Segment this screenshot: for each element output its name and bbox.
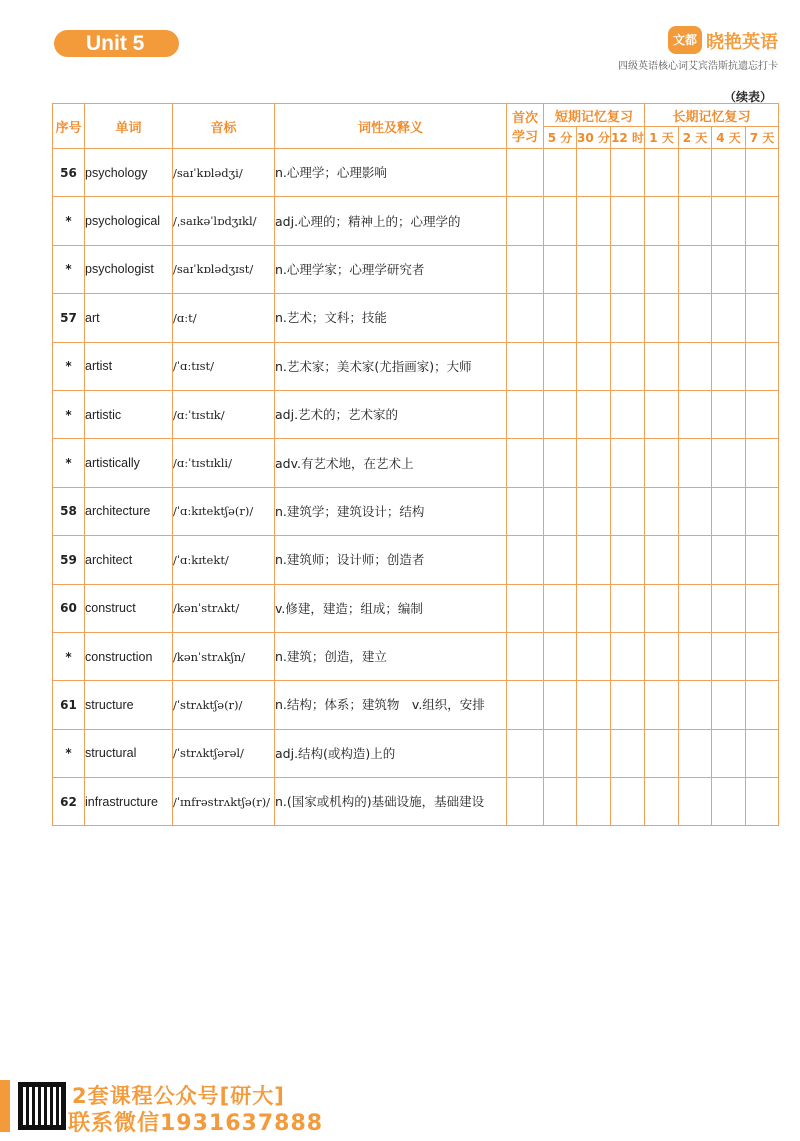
header-30min: 30 分 bbox=[577, 127, 611, 149]
checkbox-cell[interactable] bbox=[746, 149, 779, 197]
header-index: 序号 bbox=[53, 104, 85, 149]
checkbox-cell[interactable] bbox=[577, 729, 611, 777]
checkbox-cell[interactable] bbox=[712, 197, 746, 245]
checkbox-cell[interactable] bbox=[679, 342, 712, 390]
checkbox-cell[interactable] bbox=[645, 294, 679, 342]
row-definition: n.建筑师；设计师；创造者 bbox=[275, 536, 507, 584]
row-word: construct bbox=[85, 584, 173, 632]
checkbox-cell[interactable] bbox=[544, 294, 577, 342]
checkbox-cell[interactable] bbox=[577, 342, 611, 390]
table-row bbox=[53, 197, 779, 245]
checkbox-cell[interactable] bbox=[645, 439, 679, 487]
header-5min: 5 分 bbox=[544, 127, 577, 149]
checkbox-cell[interactable] bbox=[645, 342, 679, 390]
row-phonetic: /ˈstrʌktʃə(r)/ bbox=[173, 681, 275, 729]
checkbox-cell[interactable] bbox=[611, 681, 645, 729]
checkbox-cell[interactable] bbox=[645, 245, 679, 293]
checkbox-cell[interactable] bbox=[679, 487, 712, 535]
checkbox-cell[interactable] bbox=[679, 681, 712, 729]
row-definition: adj.心理的；精神上的；心理学的 bbox=[275, 197, 507, 245]
checkbox-cell[interactable] bbox=[645, 390, 679, 438]
checkbox-cell[interactable] bbox=[746, 632, 779, 680]
row-definition: n.心理学；心理影响 bbox=[275, 149, 507, 197]
row-definition: n.(国家或机构的)基础设施，基础建设 bbox=[275, 778, 507, 826]
checkbox-cell[interactable] bbox=[679, 536, 712, 584]
checkbox-cell[interactable] bbox=[712, 729, 746, 777]
checkbox-cell[interactable] bbox=[712, 149, 746, 197]
row-index: * bbox=[53, 729, 85, 777]
row-phonetic: /ɑːˈtɪstɪk/ bbox=[173, 390, 275, 438]
row-index: 61 bbox=[53, 681, 85, 729]
checkbox-cell[interactable] bbox=[746, 681, 779, 729]
checkbox-cell[interactable] bbox=[577, 439, 611, 487]
header-1day: 1 天 bbox=[645, 127, 679, 149]
row-definition: n.心理学家；心理学研究者 bbox=[275, 245, 507, 293]
checkbox-cell[interactable] bbox=[712, 390, 746, 438]
checkbox-cell[interactable] bbox=[507, 294, 544, 342]
checkbox-cell[interactable] bbox=[577, 681, 611, 729]
checkbox-cell[interactable] bbox=[679, 390, 712, 438]
header-12h: 12 时 bbox=[611, 127, 645, 149]
checkbox-cell[interactable] bbox=[544, 632, 577, 680]
checkbox-cell[interactable] bbox=[679, 584, 712, 632]
checkbox-cell[interactable] bbox=[746, 342, 779, 390]
checkbox-cell[interactable] bbox=[611, 390, 645, 438]
header-7day: 7 天 bbox=[746, 127, 779, 149]
checkbox-cell[interactable] bbox=[577, 487, 611, 535]
checkbox-cell[interactable] bbox=[577, 536, 611, 584]
checkbox-cell[interactable] bbox=[645, 149, 679, 197]
row-phonetic: /saɪˈkɒlədʒɪst/ bbox=[173, 245, 275, 293]
checkbox-cell[interactable] bbox=[746, 390, 779, 438]
checkbox-cell[interactable] bbox=[712, 681, 746, 729]
checkbox-cell[interactable] bbox=[544, 778, 577, 826]
checkbox-cell[interactable] bbox=[645, 729, 679, 777]
checkbox-cell[interactable] bbox=[712, 487, 746, 535]
unit-label: Unit 5 bbox=[54, 30, 179, 57]
checkbox-cell[interactable] bbox=[507, 681, 544, 729]
brand-logo-icon: 文都 bbox=[668, 26, 702, 54]
row-phonetic: /ˈɑːkɪtekt/ bbox=[173, 536, 275, 584]
checkbox-cell[interactable] bbox=[577, 390, 611, 438]
checkbox-cell[interactable] bbox=[544, 245, 577, 293]
checkbox-cell[interactable] bbox=[611, 439, 645, 487]
row-word: psychology bbox=[85, 149, 173, 197]
checkbox-cell[interactable] bbox=[679, 729, 712, 777]
row-index: 58 bbox=[53, 487, 85, 535]
checkbox-cell[interactable] bbox=[507, 632, 544, 680]
checkbox-cell[interactable] bbox=[544, 681, 577, 729]
checkbox-cell[interactable] bbox=[507, 584, 544, 632]
row-index: 56 bbox=[53, 149, 85, 197]
table-row bbox=[53, 342, 779, 390]
row-phonetic: /ˈɑːtɪst/ bbox=[173, 342, 275, 390]
table-row bbox=[53, 390, 779, 438]
checkbox-cell[interactable] bbox=[577, 245, 611, 293]
row-definition: adv.有艺术地，在艺术上 bbox=[275, 439, 507, 487]
checkbox-cell[interactable] bbox=[746, 487, 779, 535]
table-row bbox=[53, 487, 779, 535]
header-2day: 2 天 bbox=[679, 127, 712, 149]
checkbox-cell[interactable] bbox=[679, 245, 712, 293]
header-first-study: 首次学习 bbox=[507, 104, 544, 149]
checkbox-cell[interactable] bbox=[645, 778, 679, 826]
checkbox-cell[interactable] bbox=[611, 294, 645, 342]
checkbox-cell[interactable] bbox=[577, 149, 611, 197]
checkbox-cell[interactable] bbox=[611, 778, 645, 826]
checkbox-cell[interactable] bbox=[645, 536, 679, 584]
row-word: infrastructure bbox=[85, 778, 173, 826]
checkbox-cell[interactable] bbox=[611, 245, 645, 293]
qr-code-icon bbox=[18, 1082, 66, 1130]
checkbox-cell[interactable] bbox=[611, 197, 645, 245]
table-row bbox=[53, 245, 779, 293]
header-short-review: 短期记忆复习 bbox=[544, 104, 645, 127]
row-phonetic: /ˈɪnfrəstrʌktʃə(r)/ bbox=[173, 778, 275, 826]
vocab-table bbox=[52, 103, 779, 826]
row-index: * bbox=[53, 342, 85, 390]
row-definition: v.修建，建造；组成；编制 bbox=[275, 584, 507, 632]
row-phonetic: /kənˈstrʌkt/ bbox=[173, 584, 275, 632]
checkbox-cell[interactable] bbox=[507, 536, 544, 584]
checkbox-cell[interactable] bbox=[507, 729, 544, 777]
checkbox-cell[interactable] bbox=[507, 390, 544, 438]
checkbox-cell[interactable] bbox=[507, 245, 544, 293]
checkbox-cell[interactable] bbox=[645, 197, 679, 245]
row-phonetic: /kənˈstrʌkʃn/ bbox=[173, 632, 275, 680]
row-word: artistically bbox=[85, 439, 173, 487]
checkbox-cell[interactable] bbox=[507, 487, 544, 535]
table-row bbox=[53, 778, 779, 826]
checkbox-cell[interactable] bbox=[507, 197, 544, 245]
checkbox-cell[interactable] bbox=[712, 342, 746, 390]
checkbox-cell[interactable] bbox=[679, 778, 712, 826]
checkbox-cell[interactable] bbox=[712, 294, 746, 342]
checkbox-cell[interactable] bbox=[746, 584, 779, 632]
row-index: 59 bbox=[53, 536, 85, 584]
row-word: psychological bbox=[85, 197, 173, 245]
row-index: 57 bbox=[53, 294, 85, 342]
checkbox-cell[interactable] bbox=[577, 197, 611, 245]
checkbox-cell[interactable] bbox=[544, 439, 577, 487]
row-phonetic: /ɑːt/ bbox=[173, 294, 275, 342]
checkbox-cell[interactable] bbox=[645, 487, 679, 535]
row-phonetic: /ˈstrʌktʃərəl/ bbox=[173, 729, 275, 777]
checkbox-cell[interactable] bbox=[645, 584, 679, 632]
row-word: structural bbox=[85, 729, 173, 777]
header-phonetic: 音标 bbox=[173, 104, 275, 149]
table-row bbox=[53, 729, 779, 777]
row-index: 60 bbox=[53, 584, 85, 632]
checkbox-cell[interactable] bbox=[611, 149, 645, 197]
row-definition: n.建筑学；建筑设计；结构 bbox=[275, 487, 507, 535]
checkbox-cell[interactable] bbox=[544, 729, 577, 777]
checkbox-cell[interactable] bbox=[679, 149, 712, 197]
checkbox-cell[interactable] bbox=[577, 584, 611, 632]
table-row bbox=[53, 681, 779, 729]
checkbox-cell[interactable] bbox=[712, 439, 746, 487]
checkbox-cell[interactable] bbox=[507, 149, 544, 197]
row-phonetic: /ɑːˈtɪstɪkli/ bbox=[173, 439, 275, 487]
checkbox-cell[interactable] bbox=[645, 632, 679, 680]
footer-promo-line2: 联系微信1931637888 bbox=[68, 1111, 324, 1136]
row-word: construction bbox=[85, 632, 173, 680]
row-definition: n.结构；体系；建筑物 v.组织，安排 bbox=[275, 681, 507, 729]
checkbox-cell[interactable] bbox=[544, 342, 577, 390]
checkbox-cell[interactable] bbox=[746, 294, 779, 342]
checkbox-cell[interactable] bbox=[746, 439, 779, 487]
row-index: * bbox=[53, 390, 85, 438]
row-definition: adj.结构(或构造)上的 bbox=[275, 729, 507, 777]
header-definition: 词性及释义 bbox=[275, 104, 507, 149]
checkbox-cell[interactable] bbox=[611, 487, 645, 535]
checkbox-cell[interactable] bbox=[712, 632, 746, 680]
checkbox-cell[interactable] bbox=[746, 197, 779, 245]
checkbox-cell[interactable] bbox=[544, 536, 577, 584]
checkbox-cell[interactable] bbox=[507, 342, 544, 390]
checkbox-cell[interactable] bbox=[712, 536, 746, 584]
row-word: artist bbox=[85, 342, 173, 390]
checkbox-cell[interactable] bbox=[611, 632, 645, 680]
row-word: architect bbox=[85, 536, 173, 584]
checkbox-cell[interactable] bbox=[577, 778, 611, 826]
table-row bbox=[53, 584, 779, 632]
checkbox-cell[interactable] bbox=[712, 778, 746, 826]
checkbox-cell[interactable] bbox=[544, 584, 577, 632]
header-word: 单词 bbox=[85, 104, 173, 149]
row-phonetic: /ˌsaɪkəˈlɒdʒɪkl/ bbox=[173, 197, 275, 245]
checkbox-cell[interactable] bbox=[712, 245, 746, 293]
continued-label: （续表） bbox=[723, 90, 772, 104]
checkbox-cell[interactable] bbox=[611, 342, 645, 390]
table-row bbox=[53, 149, 779, 197]
table-row bbox=[53, 439, 779, 487]
row-index: 62 bbox=[53, 778, 85, 826]
checkbox-cell[interactable] bbox=[577, 632, 611, 680]
row-definition: n.建筑；创造，建立 bbox=[275, 632, 507, 680]
checkbox-cell[interactable] bbox=[746, 245, 779, 293]
row-word: psychologist bbox=[85, 245, 173, 293]
checkbox-cell[interactable] bbox=[712, 584, 746, 632]
checkbox-cell[interactable] bbox=[577, 294, 611, 342]
checkbox-cell[interactable] bbox=[611, 729, 645, 777]
footer-accent-bar bbox=[0, 1080, 10, 1132]
row-definition: adj.艺术的；艺术家的 bbox=[275, 390, 507, 438]
header-long-review: 长期记忆复习 bbox=[645, 104, 779, 127]
checkbox-cell[interactable] bbox=[544, 149, 577, 197]
brand bbox=[668, 26, 778, 54]
row-index: * bbox=[53, 245, 85, 293]
checkbox-cell[interactable] bbox=[679, 439, 712, 487]
row-index: * bbox=[53, 439, 85, 487]
row-definition: n.艺术家；美术家(尤指画家)；大师 bbox=[275, 342, 507, 390]
checkbox-cell[interactable] bbox=[544, 197, 577, 245]
checkbox-cell[interactable] bbox=[746, 729, 779, 777]
checkbox-cell[interactable] bbox=[746, 778, 779, 826]
row-phonetic: /ˈɑːkɪtektʃə(r)/ bbox=[173, 487, 275, 535]
table-row bbox=[53, 536, 779, 584]
checkbox-cell[interactable] bbox=[746, 536, 779, 584]
brand-subtitle: 四级英语核心词艾宾浩斯抗遗忘打卡 bbox=[618, 61, 778, 72]
checkbox-cell[interactable] bbox=[679, 197, 712, 245]
checkbox-cell[interactable] bbox=[544, 390, 577, 438]
checkbox-cell[interactable] bbox=[611, 536, 645, 584]
checkbox-cell[interactable] bbox=[544, 487, 577, 535]
footer-promo-line1: 2套课程公众号[研大] bbox=[72, 1084, 285, 1108]
checkbox-cell[interactable] bbox=[611, 584, 645, 632]
checkbox-cell[interactable] bbox=[507, 778, 544, 826]
table-row bbox=[53, 632, 779, 680]
row-word: structure bbox=[85, 681, 173, 729]
table-row bbox=[53, 294, 779, 342]
row-word: artistic bbox=[85, 390, 173, 438]
row-index: * bbox=[53, 197, 85, 245]
row-index: * bbox=[53, 632, 85, 680]
row-phonetic: /saɪˈkɒlədʒi/ bbox=[173, 149, 275, 197]
checkbox-cell[interactable] bbox=[679, 632, 712, 680]
brand-name: 晓艳英语 bbox=[706, 32, 778, 53]
checkbox-cell[interactable] bbox=[507, 439, 544, 487]
row-definition: n.艺术；文科；技能 bbox=[275, 294, 507, 342]
checkbox-cell[interactable] bbox=[679, 294, 712, 342]
row-word: architecture bbox=[85, 487, 173, 535]
checkbox-cell[interactable] bbox=[645, 681, 679, 729]
row-word: art bbox=[85, 294, 173, 342]
header-4day: 4 天 bbox=[712, 127, 746, 149]
